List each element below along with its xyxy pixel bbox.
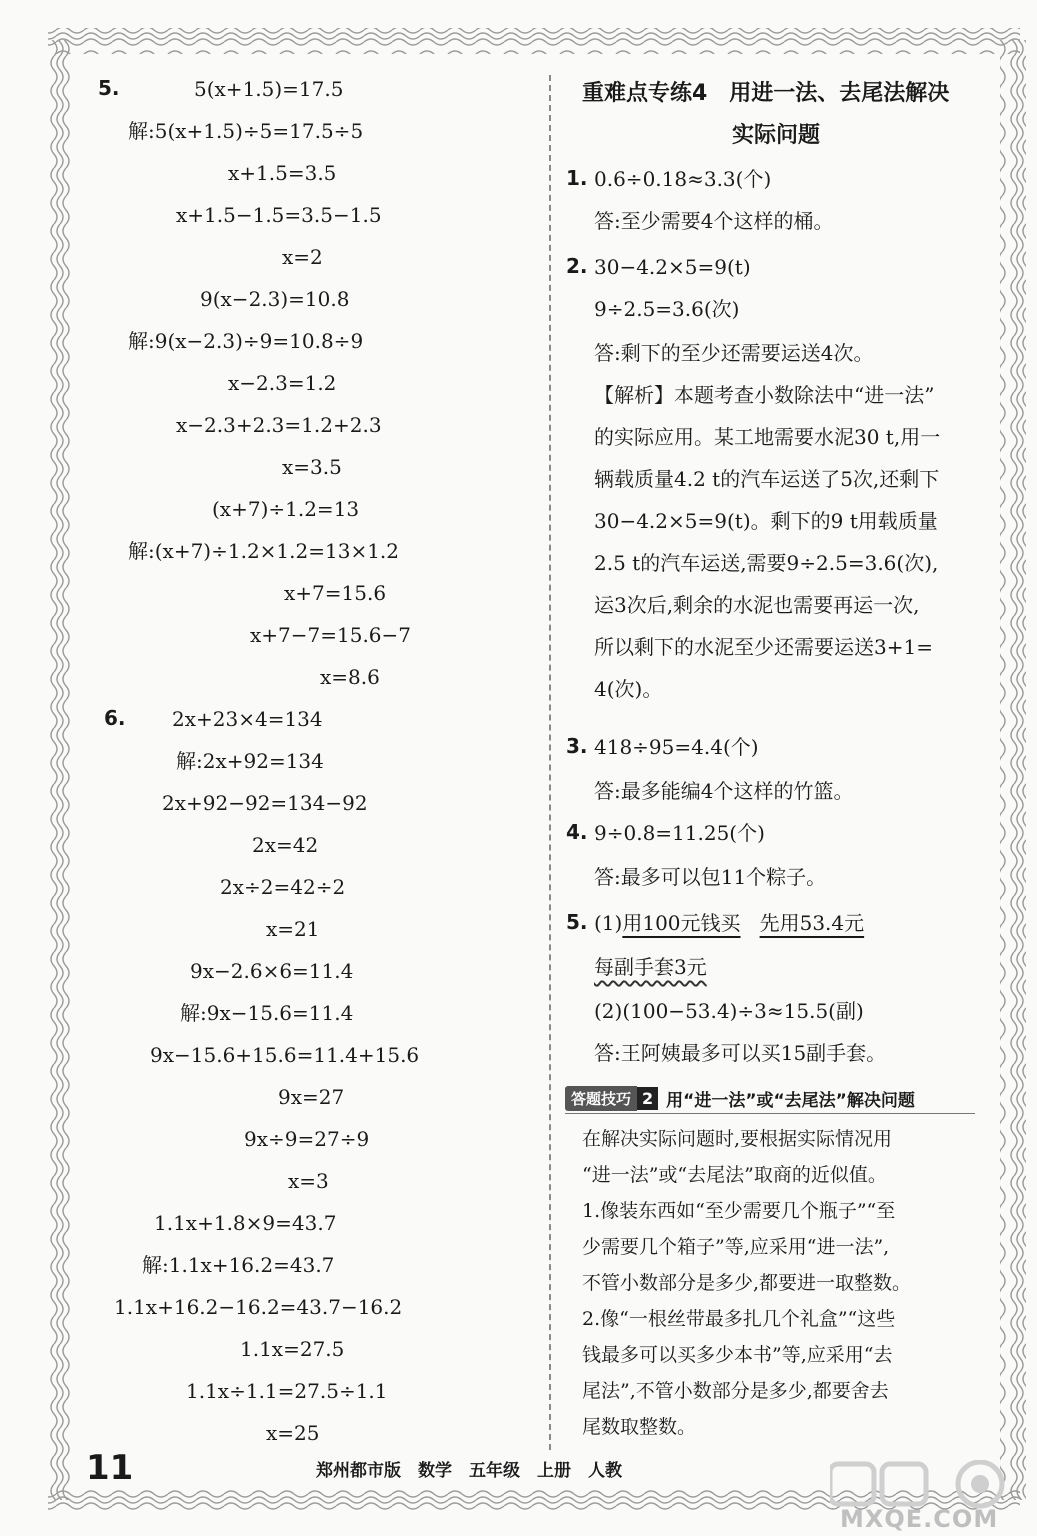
column-divider [549,75,551,1450]
tip-line: 2.像“一根丝带最多扎几个礼盒”“这些 [582,1308,896,1330]
equation-line: x+1.5=3.5 [228,161,337,185]
equation-line: x=25 [266,1421,320,1445]
tip-title: 用“进一法”或“去尾法”解决问题 [666,1090,915,1111]
equation-line: x=21 [266,917,320,941]
tip-line: 尾数取整数。 [582,1416,697,1438]
tip-line: 在解决实际问题时,要根据实际情况用 [582,1128,893,1150]
equation-line: x+7−7=15.6−7 [250,623,412,647]
footer-text: 郑州都市版 数学 五年级 上册 人教 [316,1461,622,1481]
equation-line: 9(x−2.3)=10.8 [200,287,350,311]
equation-line: x=3 [288,1169,329,1193]
solution-line: 0.6÷0.18≈3.3(个) [594,167,772,191]
question-number: 3. [566,734,588,758]
equation-line: 解:2x+92=134 [176,749,324,773]
equation-line: 2x+92−92=134−92 [162,791,368,815]
tip-line: 不管小数部分是多少,都要进一取整数。 [582,1272,912,1294]
analysis-line: 2.5 t的汽车运送,需要9÷2.5=3.6(次), [594,551,939,575]
equation-line: x=2 [282,245,323,269]
tip-line: 少需要几个箱子”等,应采用“进一法”, [582,1236,890,1258]
solution-line: 9÷2.5=3.6(次) [594,297,740,321]
equation-line: 解:5(x+1.5)÷5=17.5÷5 [128,119,364,143]
solution-line [594,910,864,936]
equation-line: 9x=27 [278,1085,345,1109]
tip-badge: 答题技巧 [565,1086,637,1111]
equation-line: 5(x+1.5)=17.5 [194,77,344,101]
equation-line: 解:9(x−2.3)÷9=10.8÷9 [128,329,364,353]
spacer [741,911,760,935]
equation-line: x=3.5 [282,455,342,479]
analysis-line: 4(次)。 [594,677,663,701]
equation-line: x−2.3=1.2 [228,371,337,395]
page-number: 11 [86,1448,134,1488]
section-title-continued: 实际问题 [732,123,821,148]
solution-line: 30−4.2×5=9(t) [594,255,751,279]
section-title: 重难点专练4 用进一法、去尾法解决 [582,81,950,106]
question-number: 5. [98,76,120,100]
watermark-text: MXQE.COM [840,1505,999,1533]
analysis-line: 的实际应用。某工地需要水泥30 t,用一 [594,425,941,449]
known-condition: 用100元钱买 [622,911,741,935]
equation-line: 2x=42 [252,833,319,857]
part-label: (1) [594,911,623,935]
analysis-line: 辆载质量4.2 t的汽车运送了5次,还剩下 [594,467,940,491]
question-condition: 每副手套3元 [594,955,707,979]
analysis-line: 运3次后,剩余的水泥也需要再运一次, [594,593,920,617]
equation-line: (x+7)÷1.2=13 [212,497,360,521]
tip-line: 钱最多可以买多少本书”等,应采用“去 [582,1344,893,1366]
solution-line: 9÷0.8=11.25(个) [594,821,765,845]
tip-line: 1.像装东西如“至少需要几个瓶子”“至 [582,1200,896,1222]
analysis-line: 所以剩下的水泥至少还需要运送3+1= [594,635,933,659]
answer-line: 答:最多可以包11个粽子。 [594,865,827,889]
analysis-line: 【解析】本题考查小数除法中“进一法” [594,383,935,407]
equation-line: 1.1x+16.2−16.2=43.7−16.2 [114,1295,403,1319]
question-number: 1. [566,166,588,190]
equation-line: 1.1x÷1.1=27.5÷1.1 [186,1379,388,1403]
tip-badge-number: 2 [637,1087,658,1110]
known-condition: 先用53.4元 [759,911,865,935]
equation-line: 解:(x+7)÷1.2×1.2=13×1.2 [128,539,400,563]
equation-line: 解:1.1x+16.2=43.7 [142,1253,335,1277]
equation-line: x+1.5−1.5=3.5−1.5 [176,203,382,227]
equation-line: 解:9x−15.6=11.4 [180,1001,354,1025]
equation-line: 2x+23×4=134 [172,707,323,731]
equation-line: x−2.3+2.3=1.2+2.3 [176,413,382,437]
analysis-line: 30−4.2×5=9(t)。剩下的9 t用载质量 [594,509,938,533]
question-number: 4. [566,820,588,844]
tip-line: 尾法”,不管小数部分是多少,都要舍去 [582,1380,889,1402]
answer-line: 答:至少需要4个这样的桶。 [594,209,834,233]
question-number: 2. [566,254,588,278]
watermark-logo [830,1460,1030,1510]
tip-header [565,1085,915,1111]
answer-line: 答:剩下的至少还需要运送4次。 [594,341,874,365]
equation-line: 2x÷2=42÷2 [220,875,346,899]
equation-line: 9x−15.6+15.6=11.4+15.6 [150,1043,420,1067]
equation-line: 9x−2.6×6=11.4 [190,959,354,983]
tip-line: “进一法”或“去尾法”取商的近似值。 [582,1164,887,1186]
solution-line: (2)(100−53.4)÷3≈15.5(副) [594,999,864,1023]
equation-line: x+7=15.6 [284,581,387,605]
equation-line: 9x÷9=27÷9 [244,1127,370,1151]
equation-line: 1.1x+1.8×9=43.7 [154,1211,337,1235]
answer-line: 答:王阿姨最多可以买15副手套。 [594,1041,887,1065]
tip-divider [565,1113,975,1114]
solution-line: 418÷95=4.4(个) [594,735,759,759]
answer-line: 答:最多能编4个这样的竹篮。 [594,779,854,803]
equation-line: x=8.6 [320,665,380,689]
solution-line [594,954,707,980]
question-number: 5. [566,910,588,934]
question-number: 6. [104,706,126,730]
equation-line: 1.1x=27.5 [240,1337,345,1361]
